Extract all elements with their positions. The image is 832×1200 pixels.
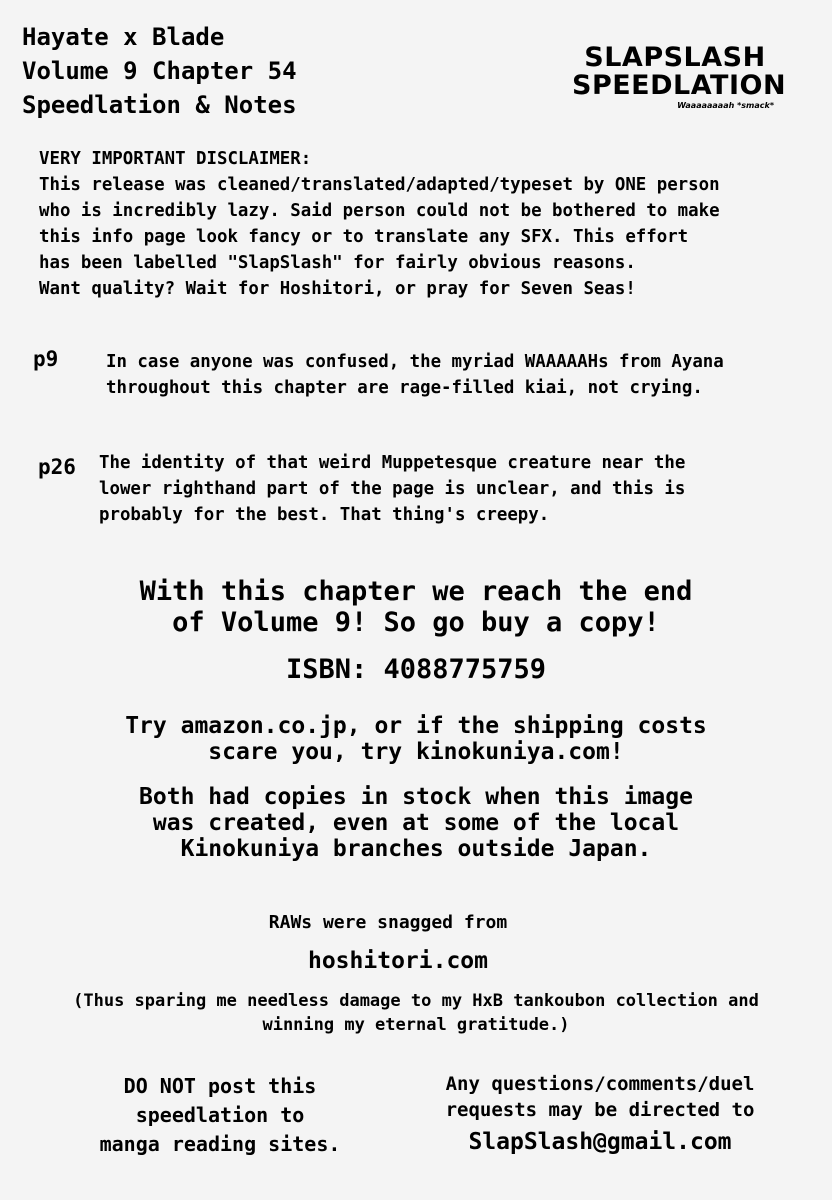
disclaimer-line: This release was cleaned/translated/adapted/typeset by ONE person [39,175,720,195]
brand-tagline: Waaaaaaaah *smack* [677,101,774,110]
contact-line: Any questions/comments/duel [445,1073,755,1095]
stock-line: was created, even at some of the local [152,810,680,836]
buy-line: scare you, try kinokuniya.com! [208,739,624,765]
note-line: throughout this chapter are rage-filled kiai, not crying. [106,378,703,398]
note-line: The identity of that weird Muppetesque creature near the [99,453,686,473]
note-page-label: p9 [33,347,59,371]
disclaimer-line: VERY IMPORTANT DISCLAIMER: [39,149,312,169]
note-line: lower righthand part of the page is unclear, and this is [99,479,686,499]
brand-line: SPEEDLATION [572,70,787,101]
volume-end-message [0,576,832,638]
contact-line: requests may be directed to [445,1099,755,1121]
brand-logo [572,42,787,112]
contact-email[interactable]: SlapSlash@gmail.com [468,1129,732,1155]
disclaimer-line: has been labelled "SlapSlash" for fairly obvious reasons. [39,253,636,273]
title-line: Speedlation & Notes [22,91,297,119]
disclaimer-line: who is incredibly lazy. Said person could not be bothered to make [39,201,720,221]
stock-line: Kinokuniya branches outside Japan. [180,836,652,862]
raws-label: RAWs were snagged from [268,912,508,933]
title-line: Volume 9 Chapter 54 [22,57,297,85]
title-line: Hayate x Blade [22,23,225,51]
page-title [22,20,297,122]
buy-message [0,713,832,765]
isbn: ISBN: 4088775759 [285,654,547,685]
note-line: In case anyone was confused, the myriad WAAAAAHs from Ayana [106,352,724,372]
raws-note-line: winning my eternal gratitude.) [262,1015,570,1035]
warning-line: manga reading sites. [99,1132,341,1156]
brand-line: SLAPSLASH [584,42,766,73]
volume-end-line: of Volume 9! So go buy a copy! [172,607,660,638]
no-repost-warning [60,1072,380,1159]
warning-line: DO NOT post this [123,1074,317,1098]
disclaimer-block [39,146,720,302]
note-page-label: p26 [38,455,76,479]
buy-line: Try amazon.co.jp, or if the shipping costs [125,713,707,739]
stock-line: Both had copies in stock when this image [139,784,693,810]
note-line: probably for the best. That thing's creepy. [99,505,550,525]
raws-note [0,989,832,1037]
warning-line: speedlation to [135,1103,305,1127]
stock-message [0,784,832,862]
note-text [106,349,724,401]
disclaimer-line: this info page look fancy or to translate any SFX. This effort [39,227,689,247]
raws-note-line: (Thus sparing me needless damage to my HxB tankoubon collection and [73,991,759,1011]
raws-site: hoshitori.com [307,948,488,974]
contact-block [420,1071,780,1159]
volume-end-line: With this chapter we reach the end [139,576,693,607]
disclaimer-line: Want quality? Wait for Hoshitori, or pray for Seven Seas! [39,279,636,299]
note-text [99,450,685,528]
